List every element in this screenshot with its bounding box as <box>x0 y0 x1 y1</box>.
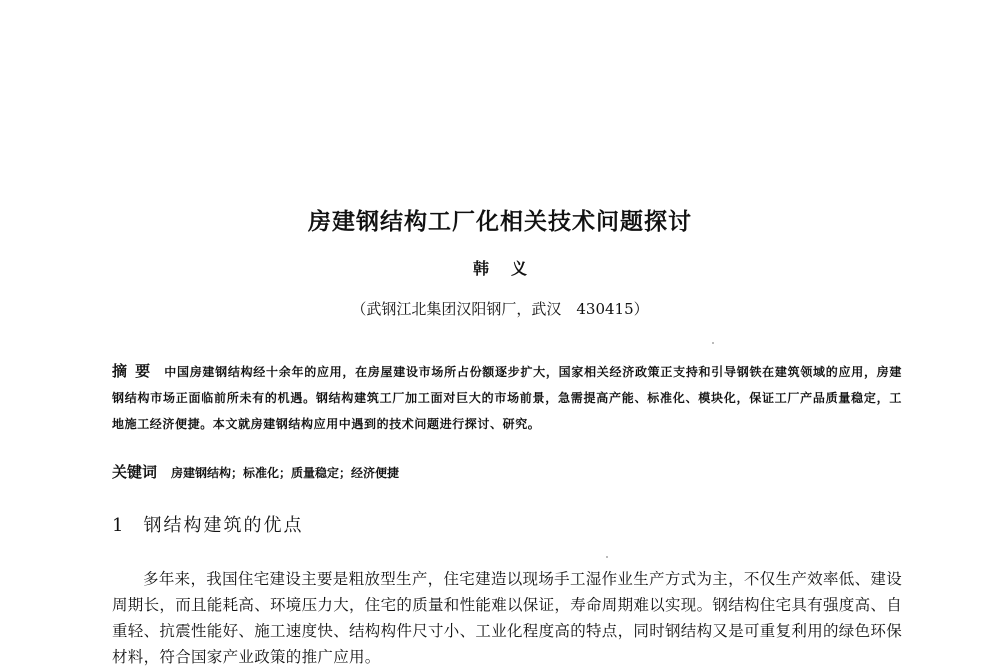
scan-speck <box>606 556 608 558</box>
keywords-text: 房建钢结构；标准化；质量稳定；经济便捷 <box>171 466 400 480</box>
section-1-paragraph: 多年来，我国住宅建设主要是粗放型生产，住宅建造以现场手工湿作业生产方式为主，不仅生产效率低、建设周期长，而且能耗高、环境压力大，住宅的质量和性能难以保证，寿命周期难以实现。钢结构住宅具有强度高、自重轻、抗震性能好、施工速度快、结构构件尺寸小、工业化程度高的特点，同时钢结构又是可重复利用的绿色环保材料，符合国家产业政策的推广应用。 <box>112 570 903 666</box>
keywords-block <box>112 459 902 486</box>
scan-speck <box>712 342 714 344</box>
section-1-title: 钢结构建筑的优点 <box>143 515 304 536</box>
section-1-heading <box>112 511 303 537</box>
paper-author: 韩义 <box>472 259 549 278</box>
paper-title: 房建钢结构工厂化相关技术问题探讨 <box>308 209 692 235</box>
paper-affiliation: （武钢江北集团汉阳钢厂，武汉 430415） <box>351 300 649 318</box>
abstract-block <box>112 358 902 437</box>
section-1-number: 1 <box>112 515 124 536</box>
abstract-text: 中国房建钢结构经十余年的应用，在房屋建设市场所占份额逐步扩大，国家相关经济政策正支持和引导钢铁在建筑领域的应用，房建钢结构市场正面临前所未有的机遇。钢结构建筑工厂加工面对巨大的市场前景，急需提高产能、标准化、模块化，保证工厂产品质量稳定，工地施工经济便捷。本文就房建钢结构应用中遇到的技术问题进行探讨、研究。 <box>112 365 902 431</box>
abstract-label: 摘要 <box>112 362 159 380</box>
keywords-label: 关键词 <box>112 463 158 481</box>
